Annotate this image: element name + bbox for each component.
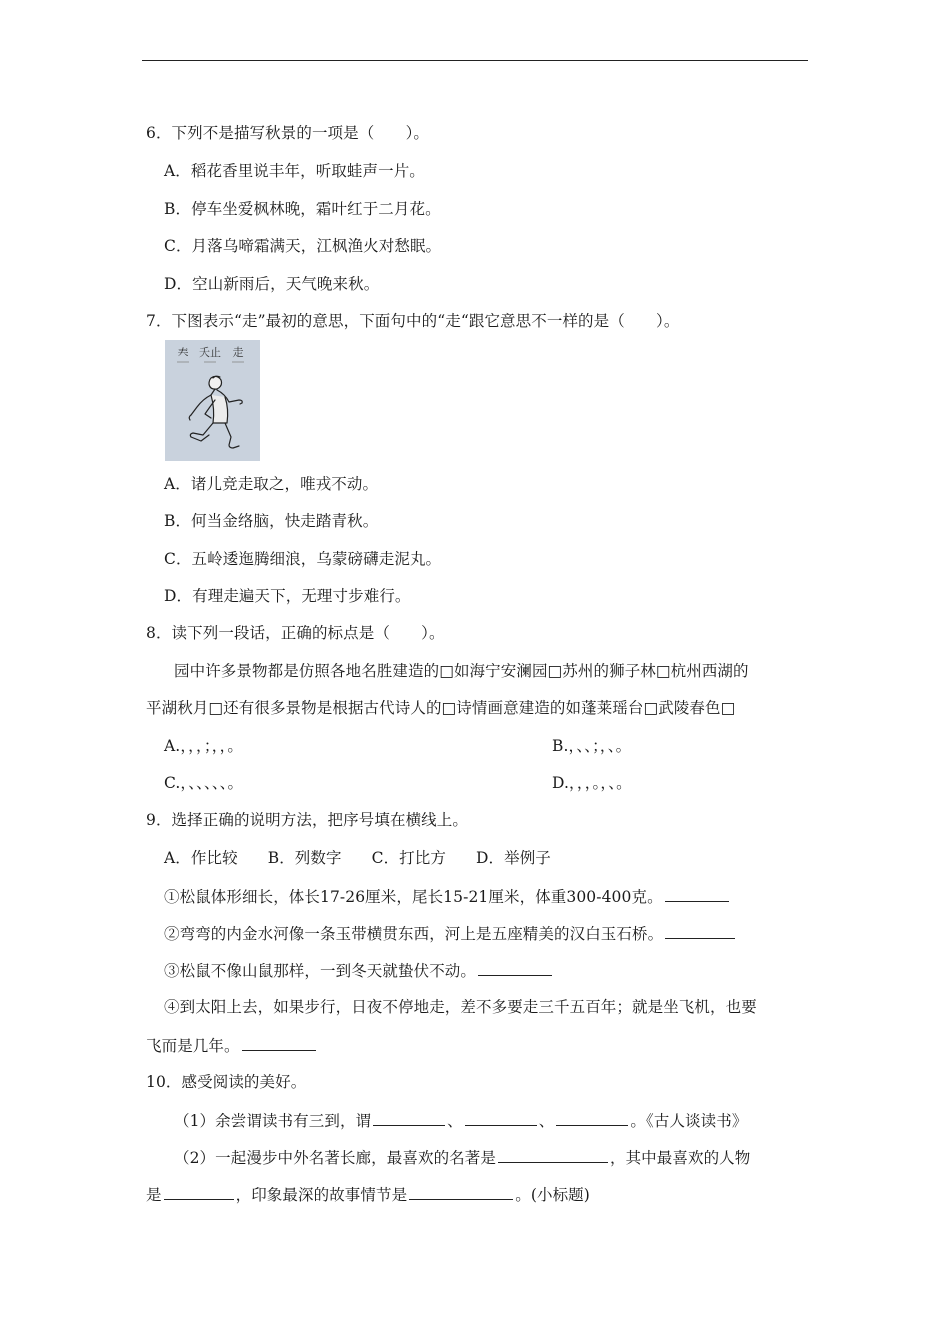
method-d: D．举例子 — [475, 849, 551, 867]
method-c: C．打比方 — [371, 849, 446, 867]
q9-item-3-blank[interactable] — [478, 960, 552, 976]
q7-option-a: A．诸儿竞走取之，唯戎不动。 — [164, 475, 379, 493]
figure-char-bronze: 夭止 — [199, 346, 221, 359]
q10-sub2-l2-mid: ，印象最深的故事情节是 — [235, 1186, 408, 1204]
q10-sub2-blank-plot[interactable] — [409, 1184, 513, 1200]
q6-stem: 6．下列不是描写秋景的一项是（ ）。 — [146, 124, 430, 142]
q10-sub1-blank-1[interactable] — [373, 1110, 445, 1126]
q8-option-b: B.，、、；，、。 — [552, 737, 632, 755]
q10-sub1 — [174, 1110, 747, 1131]
q9-item-1 — [164, 886, 731, 907]
q10-sub1-sep-1: 、 — [447, 1112, 463, 1130]
q6-option-c: C．月落乌啼霜满天，江枫渔火对愁眠。 — [164, 237, 442, 255]
q8-paragraph-line1: 园中许多景物都是仿照各地名胜建造的□如海宁安澜园□苏州的狮子林□杭州西湖的 — [174, 662, 749, 680]
q8-option-c: C.，、、、、、。 — [164, 774, 244, 792]
q8-option-a: A.，，，；，，。 — [164, 737, 244, 755]
q10-sub2-l2-prefix: 是 — [146, 1186, 162, 1204]
q9-item-4-text: 飞而是几年。 — [146, 1037, 240, 1055]
q7-option-d: D．有理走遍天下，无理寸步难行。 — [164, 587, 411, 605]
q10-sub2-line1 — [174, 1147, 750, 1168]
q9-item-4-line1: ④到太阳上去，如果步行，日夜不停地走，差不多要走三千五百年；就是坐飞机，也要 — [164, 998, 757, 1016]
q9-stem: 9．选择正确的说明方法，把序号填在横线上。 — [146, 811, 468, 829]
q10-sub1-blank-2[interactable] — [465, 1110, 537, 1126]
q7-stem: 7．下图表示“走”最初的意思，下面句中的“走“跟它意思不一样的是（ ）。 — [146, 312, 680, 330]
q10-sub2-blank-character[interactable] — [164, 1184, 234, 1200]
q10-sub2-l2-suffix: 。(小标题) — [515, 1186, 590, 1204]
q10-sub1-blank-3[interactable] — [556, 1110, 628, 1126]
figure-char-seal: 走 — [232, 346, 244, 359]
q6-option-a: A．稻花香里说丰年，听取蛙声一片。 — [164, 162, 425, 180]
q8-option-d: D.，，，。，、。 — [552, 774, 632, 792]
header-rule — [142, 60, 808, 61]
q7-option-c: C．五岭逶迤腾细浪，乌蒙磅礴走泥丸。 — [164, 550, 442, 568]
q7-option-b: B．何当金络脑，快走踏青秋。 — [164, 512, 379, 530]
q9-item-3-text: ③松鼠不像山鼠那样，一到冬天就蛰伏不动。 — [164, 962, 477, 980]
q9-item-4-blank[interactable] — [242, 1035, 316, 1051]
q8-stem: 8．读下列一段话，正确的标点是（ ）。 — [146, 624, 445, 642]
q6-option-b: B．停车坐爱枫林晚，霜叶红于二月花。 — [164, 200, 441, 218]
q9-item-4-line2 — [146, 1035, 318, 1056]
q10-sub1-prefix: （1）余尝谓读书有三到，谓 — [174, 1112, 372, 1130]
q10-sub2-mid: ，其中最喜欢的人物 — [609, 1149, 751, 1167]
q9-methods — [164, 848, 551, 868]
figure-char-oracle: 𡗗 — [177, 346, 189, 359]
q6-option-d: D．空山新雨后，天气晚来秋。 — [164, 275, 380, 293]
q8-paragraph-line2: 平湖秋月□还有很多景物是根据古代诗人的□诗情画意建造的如蓬莱瑶台□武陵春色□ — [146, 699, 736, 717]
q9-item-2-blank[interactable] — [665, 923, 735, 939]
zou-ancient-character-image — [165, 340, 260, 461]
method-b: B．列数字 — [267, 849, 342, 867]
q9-item-1-blank[interactable] — [665, 886, 729, 902]
q10-sub2-blank-book[interactable] — [498, 1147, 608, 1163]
q9-item-2 — [164, 923, 737, 944]
q10-sub1-suffix: 。《古人谈读书》 — [630, 1112, 748, 1130]
q9-item-2-text: ②弯弯的内金水河像一条玉带横贯东西，河上是五座精美的汉白玉石桥。 — [164, 925, 664, 943]
q9-item-1-text: ①松鼠体形细长，体长17-26厘米，尾长15-21厘米，体重300-400克。 — [164, 888, 663, 906]
q10-sub2-line2 — [146, 1184, 590, 1205]
q10-sub1-sep-2: 、 — [538, 1112, 555, 1130]
q9-item-3 — [164, 960, 554, 981]
q10-sub2-prefix: （2）一起漫步中外名著长廊，最喜欢的名著是 — [174, 1149, 496, 1167]
method-a: A．作比较 — [164, 849, 238, 867]
q10-stem: 10．感受阅读的美好。 — [146, 1073, 307, 1091]
